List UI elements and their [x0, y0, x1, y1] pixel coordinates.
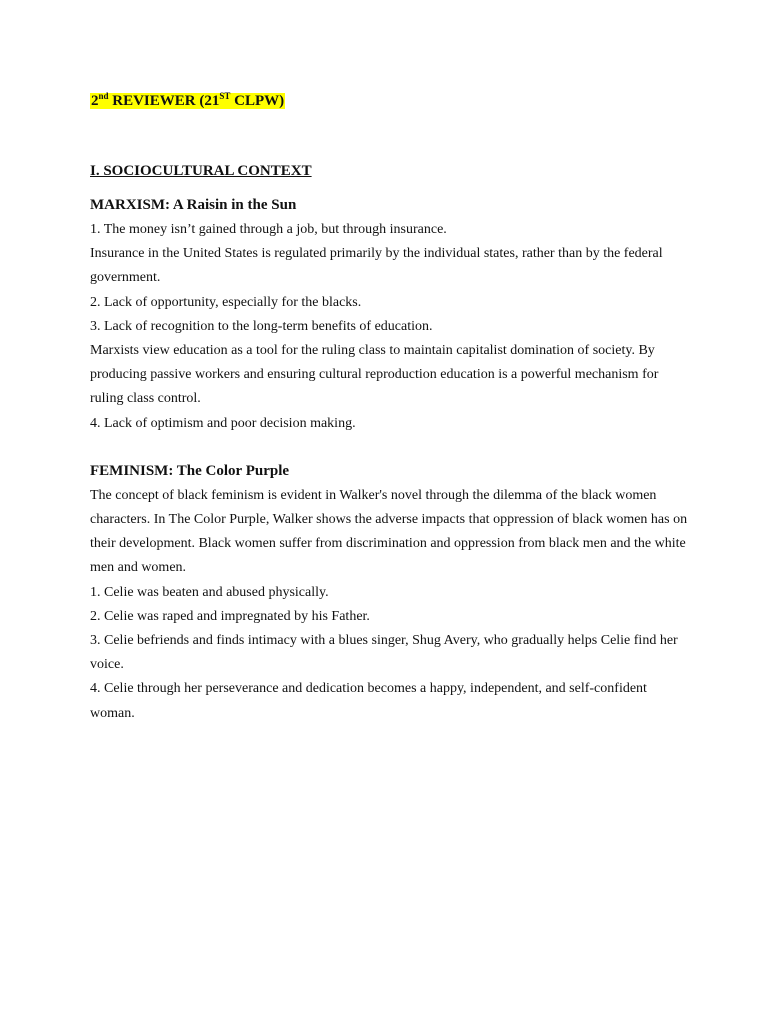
feminism-body	[90, 484, 690, 726]
feminism-heading: FEMINISM: The Color Purple	[90, 462, 290, 479]
marxism-point-3: 3. Lack of recognition to the long-term benefits of education.	[90, 318, 433, 334]
title-highlight	[90, 93, 285, 109]
marxism-point-2: 2. Lack of opportunity, especially for the blacks.	[90, 294, 362, 310]
feminism-point-1: 1. Celie was beaten and abused physically.	[90, 584, 329, 600]
marxism-insurance-note: Insurance in the United States is regulated primarily by the individual states, rather than by the federal government.	[90, 246, 663, 286]
marxism-point-4: 4. Lack of optimism and poor decision making.	[90, 415, 356, 431]
document-content	[90, 88, 690, 726]
title-text-a: REVIEWER (21	[108, 93, 220, 109]
document-title	[90, 88, 690, 114]
section-heading: I. SOCIOCULTURAL CONTEXT	[90, 163, 312, 179]
title-number: 2	[91, 93, 99, 109]
marxism-body	[90, 218, 690, 436]
feminism-point-3: 3. Celie befriends and finds intimacy with a blues singer, Shug Avery, who gradually helps Celie find her voice.	[90, 633, 678, 673]
feminism-intro: The concept of black feminism is evident in Walker's novel through the dilemma of the black women characters. In The Color Purple, Walker shows the adverse impacts that oppression of black women has on their development. Black women suffer from discrimination and oppression from black men and the white men and women.	[90, 487, 688, 576]
feminism-point-2: 2. Celie was raped and impregnated by his Father.	[90, 608, 370, 624]
title-number-suffix: nd	[98, 91, 109, 101]
title-ordinal-suffix: ST	[219, 91, 231, 101]
title-text-b: CLPW)	[230, 93, 285, 109]
marxism-heading: MARXISM: A Raisin in the Sun	[90, 197, 297, 213]
feminism-point-4: 4. Celie through her perseverance and dedication becomes a happy, independent, and self-confident woman.	[90, 681, 647, 721]
marxism-education-note: Marxists view education as a tool for the ruling class to maintain capitalist domination of society. By producing passive workers and ensuring cultural reproduction education is a powerful mechanism for ruling class control.	[90, 343, 659, 407]
marxism-point-1: 1. The money isn’t gained through a job, but through insurance.	[90, 222, 447, 237]
